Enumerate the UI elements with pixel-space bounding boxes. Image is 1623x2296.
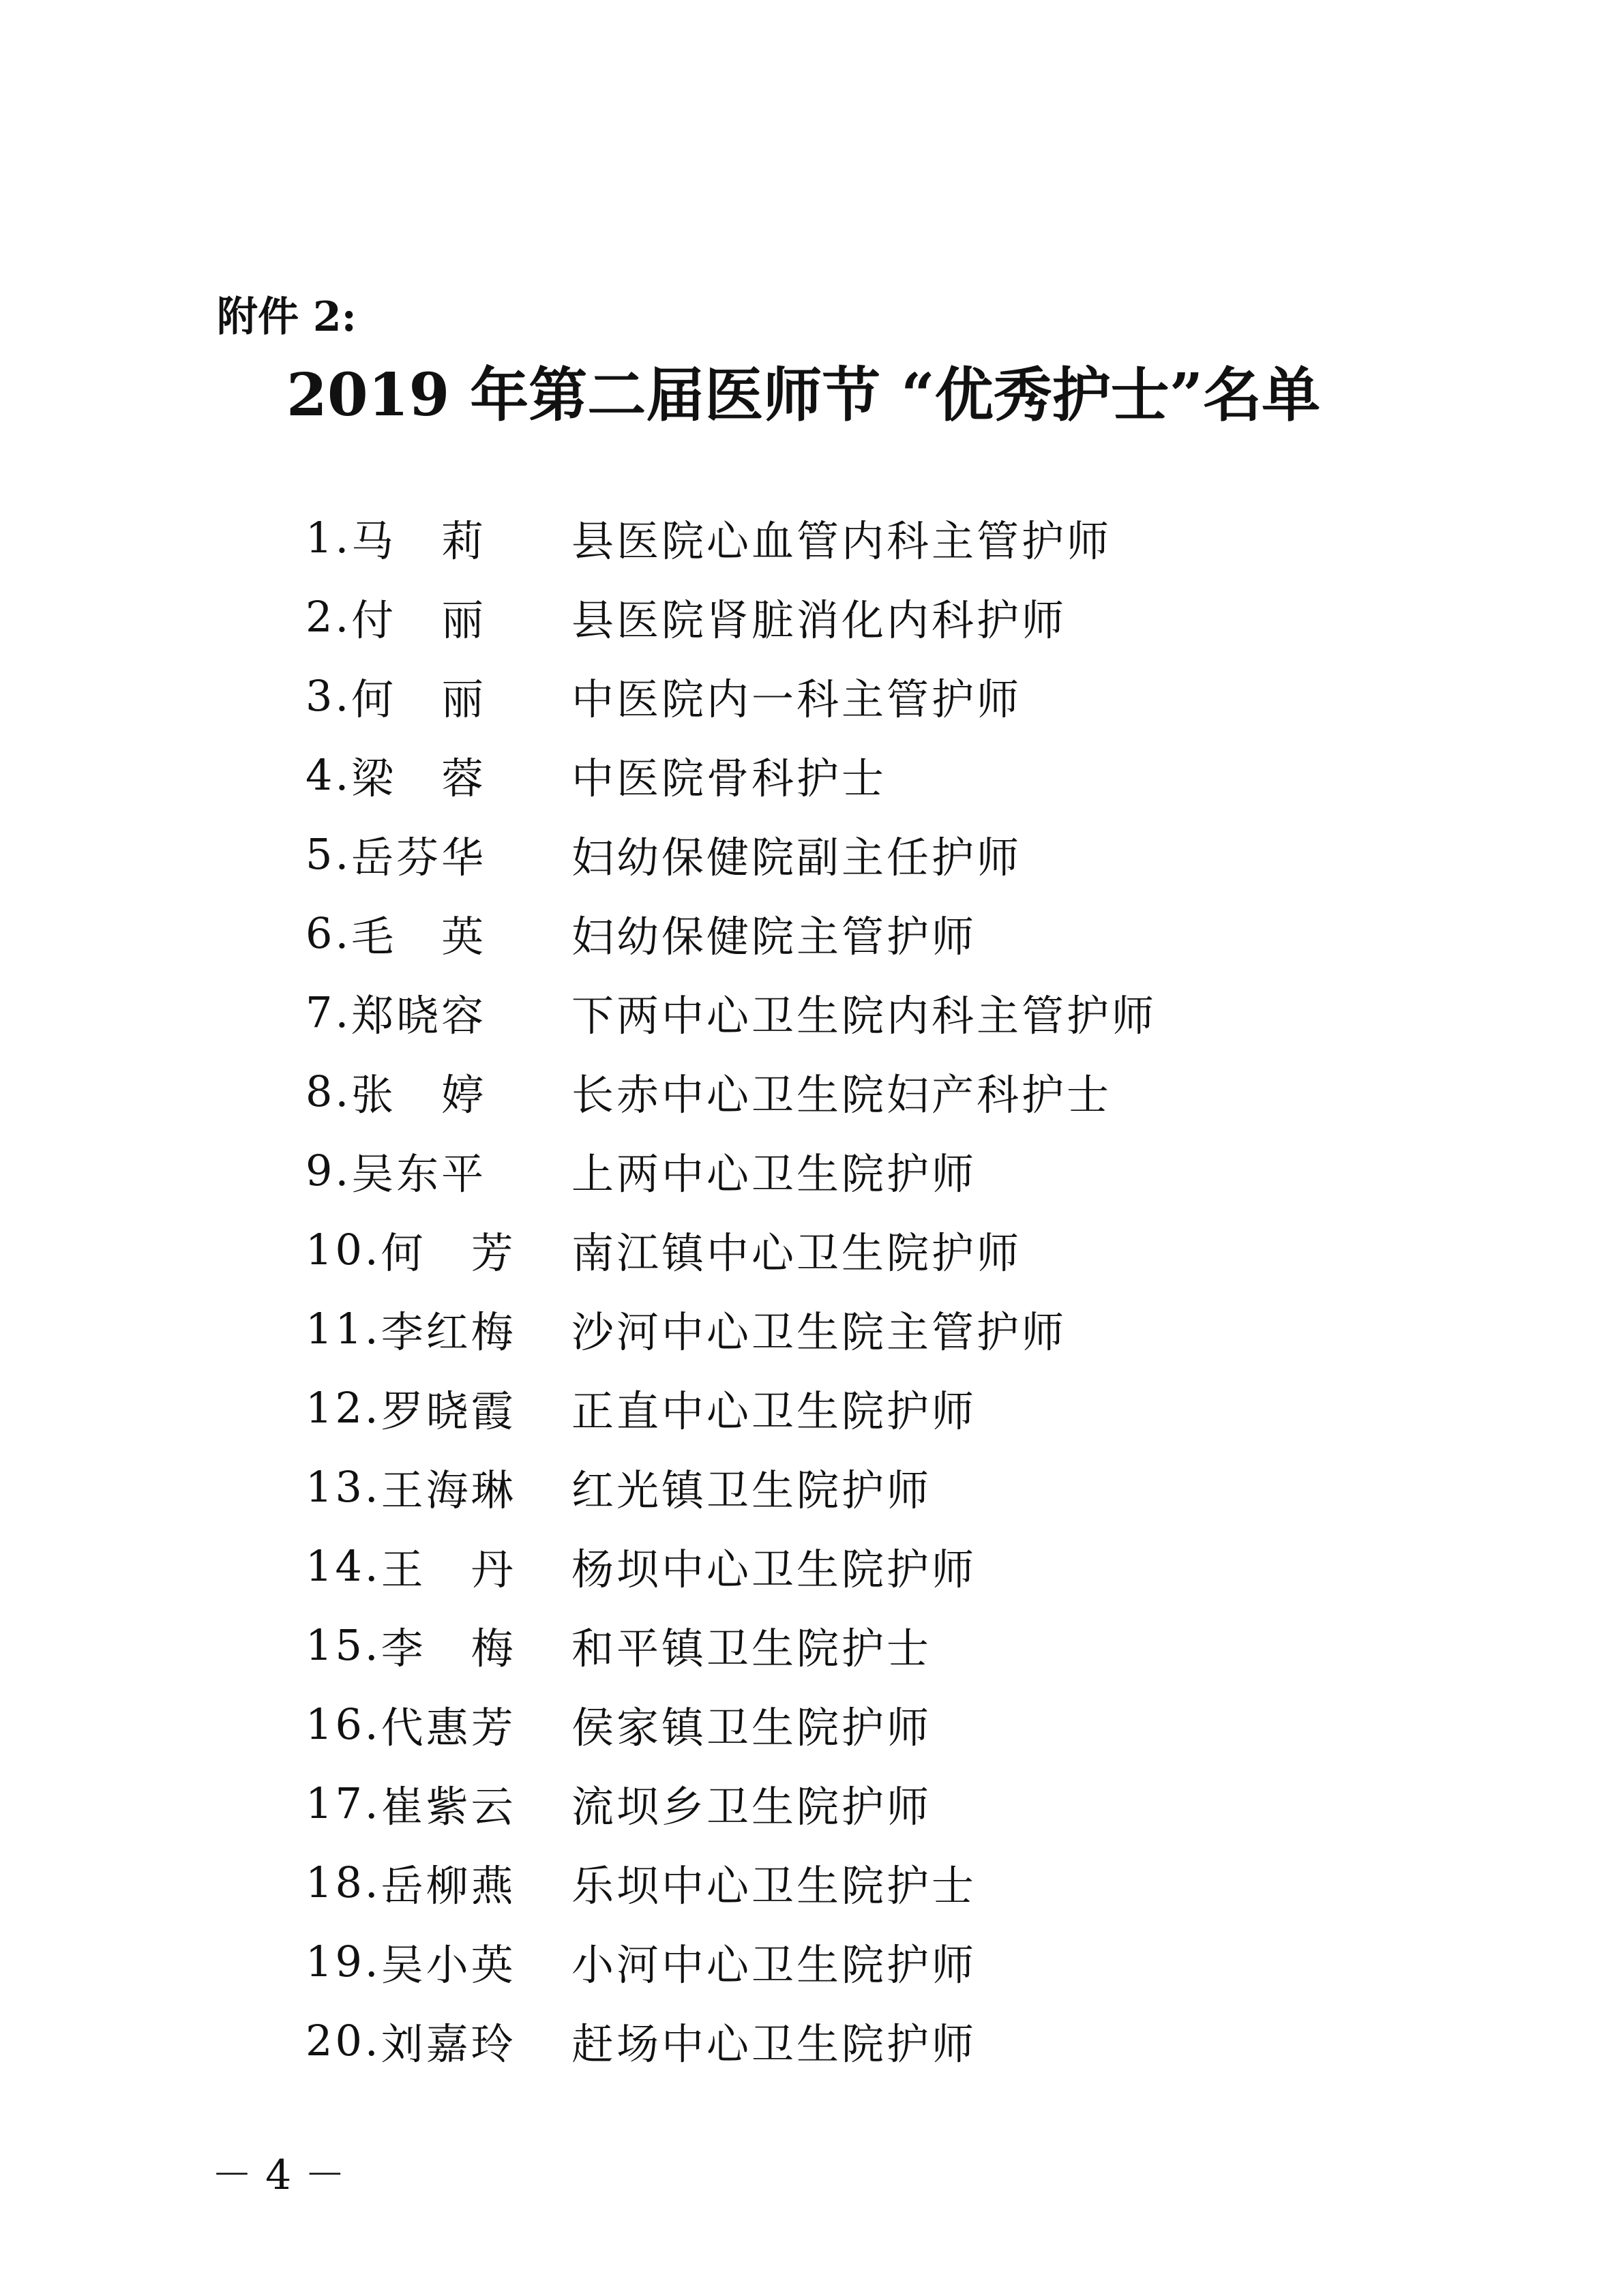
item-number: 12. [306, 1382, 381, 1433]
item-unit: 南江镇中心卫生院护师 [571, 1227, 1022, 1278]
item-number: 8. [306, 1066, 352, 1116]
item-unit: 红光镇卫生院护师 [571, 1465, 932, 1515]
item-unit: 赶场中心卫生院护师 [571, 2018, 977, 2069]
item-name: 梁 蓉 [351, 753, 487, 803]
item-number: 19. [306, 1936, 381, 1986]
item-name: 李 梅 [381, 1623, 516, 1673]
item-unit: 妇幼保健院副主任护师 [571, 832, 1022, 882]
list-item [306, 1605, 932, 1684]
list-item [306, 1843, 977, 1922]
item-number: 17. [306, 1778, 381, 1828]
item-name: 付 丽 [351, 595, 487, 645]
item-name: 李红梅 [381, 1307, 516, 1357]
item-number: 1. [306, 512, 352, 563]
item-number: 7. [306, 987, 352, 1037]
item-name: 王海琳 [381, 1465, 516, 1515]
list-item [306, 656, 1022, 735]
item-name: 崔紫云 [381, 1781, 516, 1832]
item-number: 10. [306, 1224, 381, 1274]
item-unit: 下两中心卫生院内科主管护师 [571, 990, 1157, 1041]
item-unit: 侯家镇卫生院护师 [571, 1702, 932, 1753]
item-name: 何 芳 [381, 1227, 516, 1278]
item-name: 何 丽 [351, 674, 487, 724]
item-name: 罗晓霞 [381, 1386, 516, 1436]
list-item [306, 893, 977, 972]
item-unit: 杨坝中心卫生院护师 [571, 1544, 977, 1594]
list-item [306, 1763, 932, 1843]
item-unit: 沙河中心卫生院主管护师 [571, 1307, 1067, 1357]
list-item [306, 1210, 1022, 1289]
item-number: 3. [306, 670, 352, 721]
item-unit: 乐坝中心卫生院护士 [571, 1860, 977, 1911]
item-unit: 中医院骨科护士 [571, 753, 887, 803]
list-item [306, 972, 1157, 1052]
item-number: 5. [306, 829, 352, 879]
item-number: 20. [306, 2015, 381, 2066]
page-number: － 4 － [211, 2151, 346, 2199]
document-title: 2019 年第二届医师节 “优秀护士”名单 [286, 361, 1321, 430]
list-item [306, 1289, 1067, 1368]
item-name: 马 莉 [351, 516, 487, 566]
item-name: 毛 英 [351, 911, 487, 961]
item-name: 岳柳燕 [381, 1860, 516, 1911]
list-item [306, 735, 887, 814]
item-number: 4. [306, 749, 352, 800]
list-item [306, 1526, 977, 1605]
attachment-label: 附件 2: [217, 293, 357, 341]
list-item [306, 1131, 977, 1210]
item-number: 2. [306, 591, 352, 642]
item-name: 张 婷 [351, 1069, 487, 1120]
list-item [306, 577, 1067, 656]
list-item [306, 814, 1022, 893]
item-unit: 县医院心血管内科主管护师 [571, 516, 1112, 566]
item-unit: 流坝乡卫生院护师 [571, 1781, 932, 1832]
item-number: 6. [306, 908, 352, 958]
item-name: 刘嘉玲 [381, 2018, 516, 2069]
item-unit: 长赤中心卫生院妇产科护士 [571, 1069, 1112, 1120]
item-number: 9. [306, 1145, 352, 1195]
list-item [306, 1684, 932, 1763]
item-name: 岳芬华 [351, 832, 487, 882]
list-item [306, 1922, 977, 2001]
list-item [306, 1447, 932, 1526]
item-number: 16. [306, 1699, 381, 1749]
list-item [306, 1368, 977, 1447]
item-name: 王 丹 [381, 1544, 516, 1594]
item-name: 郑晓容 [351, 990, 487, 1041]
item-name: 代惠芳 [381, 1702, 516, 1753]
item-unit: 妇幼保健院主管护师 [571, 911, 977, 961]
item-unit: 和平镇卫生院护士 [571, 1623, 932, 1673]
list-item [306, 2001, 977, 2080]
item-number: 14. [306, 1540, 381, 1591]
item-name: 吴小英 [381, 1939, 516, 1990]
list-item [306, 498, 1112, 577]
item-unit: 县医院肾脏消化内科护师 [571, 595, 1067, 645]
item-number: 18. [306, 1857, 381, 1907]
item-number: 11. [306, 1303, 381, 1354]
item-number: 13. [306, 1461, 381, 1512]
item-unit: 正直中心卫生院护师 [571, 1386, 977, 1436]
item-number: 15. [306, 1620, 381, 1670]
item-unit: 中医院内一科主管护师 [571, 674, 1022, 724]
item-unit: 上两中心卫生院护师 [571, 1148, 977, 1199]
nurse-list [306, 498, 1157, 2080]
item-unit: 小河中心卫生院护师 [571, 1939, 977, 1990]
item-name: 吴东平 [351, 1148, 487, 1199]
list-item [306, 1052, 1112, 1131]
